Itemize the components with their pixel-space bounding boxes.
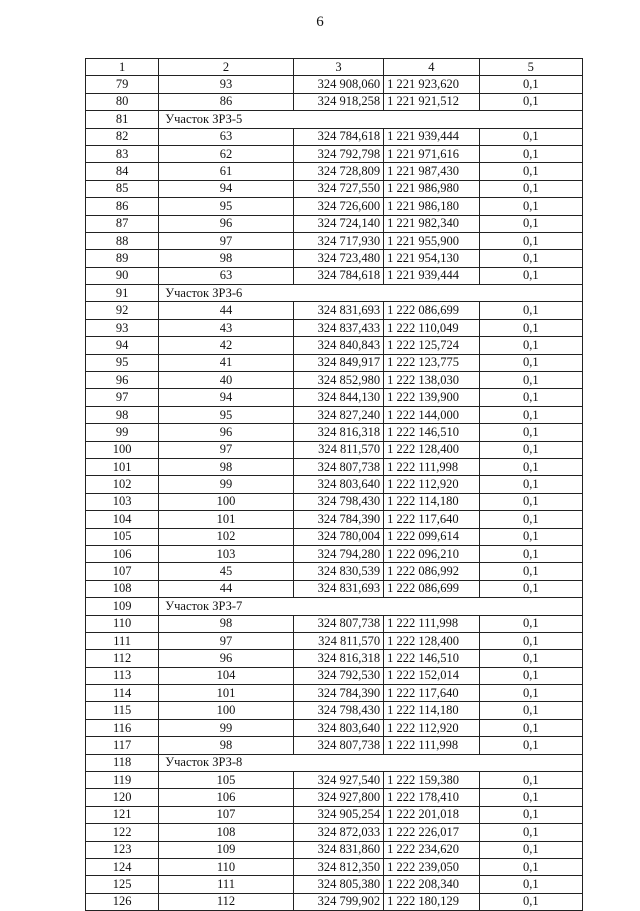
y-coordinate-cell: 1 222 159,380 <box>384 772 479 789</box>
table-row <box>86 319 583 336</box>
x-coordinate-cell: 324 918,258 <box>293 93 383 110</box>
y-coordinate-cell: 1 222 138,030 <box>384 372 479 389</box>
y-coordinate-cell: 1 222 114,180 <box>384 493 479 510</box>
y-coordinate-cell: 1 222 114,180 <box>384 702 479 719</box>
y-coordinate-cell: 1 222 139,900 <box>384 389 479 406</box>
point-number-cell: 109 <box>159 841 294 858</box>
accuracy-cell: 0,1 <box>479 511 582 528</box>
table-row <box>86 372 583 389</box>
table-row <box>86 476 583 493</box>
table-row <box>86 545 583 562</box>
x-coordinate-cell: 324 784,618 <box>293 128 383 145</box>
table-row <box>86 458 583 475</box>
accuracy-cell: 0,1 <box>479 580 582 597</box>
x-coordinate-cell: 324 816,318 <box>293 650 383 667</box>
row-number-cell: 124 <box>86 858 159 875</box>
x-coordinate-cell: 324 830,539 <box>293 563 383 580</box>
x-coordinate-cell: 324 840,843 <box>293 337 383 354</box>
header-cell: 2 <box>159 59 294 76</box>
x-coordinate-cell: 324 803,640 <box>293 476 383 493</box>
table-row <box>86 302 583 319</box>
y-coordinate-cell: 1 222 110,049 <box>384 319 479 336</box>
accuracy-cell: 0,1 <box>479 858 582 875</box>
table-row <box>86 163 583 180</box>
row-number-cell: 89 <box>86 250 159 267</box>
row-number-cell: 84 <box>86 163 159 180</box>
point-number-cell: 100 <box>159 493 294 510</box>
row-number-cell: 120 <box>86 789 159 806</box>
accuracy-cell: 0,1 <box>479 215 582 232</box>
section-row <box>86 754 583 771</box>
row-number-cell: 114 <box>86 685 159 702</box>
x-coordinate-cell: 324 852,980 <box>293 372 383 389</box>
x-coordinate-cell: 324 724,140 <box>293 215 383 232</box>
table-row <box>86 528 583 545</box>
table-row <box>86 145 583 162</box>
table-row <box>86 180 583 197</box>
point-number-cell: 45 <box>159 563 294 580</box>
accuracy-cell: 0,1 <box>479 198 582 215</box>
row-number-cell: 104 <box>86 511 159 528</box>
section-title-cell: Участок ЗРЗ-5 <box>159 111 583 128</box>
table-row <box>86 580 583 597</box>
row-number-cell: 108 <box>86 580 159 597</box>
row-number-cell: 112 <box>86 650 159 667</box>
point-number-cell: 40 <box>159 372 294 389</box>
y-coordinate-cell: 1 221 986,180 <box>384 198 479 215</box>
table-row <box>86 406 583 423</box>
accuracy-cell: 0,1 <box>479 876 582 893</box>
accuracy-cell: 0,1 <box>479 632 582 649</box>
table-row <box>86 511 583 528</box>
row-number-cell: 110 <box>86 615 159 632</box>
x-coordinate-cell: 324 798,430 <box>293 493 383 510</box>
row-number-cell: 123 <box>86 841 159 858</box>
page-number: 6 <box>316 14 324 30</box>
table-row <box>86 719 583 736</box>
point-number-cell: 98 <box>159 250 294 267</box>
table-row <box>86 824 583 841</box>
y-coordinate-cell: 1 222 117,640 <box>384 511 479 528</box>
accuracy-cell: 0,1 <box>479 232 582 249</box>
point-number-cell: 107 <box>159 806 294 823</box>
x-coordinate-cell: 324 816,318 <box>293 424 383 441</box>
point-number-cell: 96 <box>159 650 294 667</box>
table-row <box>86 858 583 875</box>
row-number-cell: 118 <box>86 754 159 771</box>
point-number-cell: 94 <box>159 389 294 406</box>
y-coordinate-cell: 1 222 125,724 <box>384 337 479 354</box>
y-coordinate-cell: 1 222 146,510 <box>384 424 479 441</box>
point-number-cell: 97 <box>159 632 294 649</box>
accuracy-cell: 0,1 <box>479 528 582 545</box>
section-title-cell: Участок ЗРЗ-8 <box>159 754 583 771</box>
table-row <box>86 685 583 702</box>
table-body <box>86 59 583 911</box>
row-number-cell: 87 <box>86 215 159 232</box>
row-number-cell: 111 <box>86 632 159 649</box>
x-coordinate-cell: 324 811,570 <box>293 441 383 458</box>
table-row <box>86 389 583 406</box>
row-number-cell: 83 <box>86 145 159 162</box>
accuracy-cell: 0,1 <box>479 145 582 162</box>
point-number-cell: 99 <box>159 476 294 493</box>
table-row <box>86 215 583 232</box>
section-title-cell: Участок ЗРЗ-6 <box>159 285 583 302</box>
x-coordinate-cell: 324 811,570 <box>293 632 383 649</box>
header-cell: 5 <box>479 59 582 76</box>
row-number-cell: 126 <box>86 893 159 910</box>
point-number-cell: 61 <box>159 163 294 180</box>
point-number-cell: 103 <box>159 545 294 562</box>
point-number-cell: 95 <box>159 198 294 215</box>
y-coordinate-cell: 1 222 180,129 <box>384 893 479 910</box>
x-coordinate-cell: 324 827,240 <box>293 406 383 423</box>
table-row <box>86 267 583 284</box>
point-number-cell: 106 <box>159 789 294 806</box>
table-row <box>86 441 583 458</box>
table-row <box>86 250 583 267</box>
accuracy-cell: 0,1 <box>479 180 582 197</box>
row-number-cell: 117 <box>86 737 159 754</box>
row-number-cell: 81 <box>86 111 159 128</box>
x-coordinate-cell: 324 784,390 <box>293 685 383 702</box>
table-row <box>86 76 583 93</box>
y-coordinate-cell: 1 222 128,400 <box>384 632 479 649</box>
table-row <box>86 232 583 249</box>
x-coordinate-cell: 324 927,540 <box>293 772 383 789</box>
table-row <box>86 632 583 649</box>
x-coordinate-cell: 324 844,130 <box>293 389 383 406</box>
y-coordinate-cell: 1 221 939,444 <box>384 267 479 284</box>
row-number-cell: 91 <box>86 285 159 302</box>
y-coordinate-cell: 1 221 955,900 <box>384 232 479 249</box>
x-coordinate-cell: 324 849,917 <box>293 354 383 371</box>
x-coordinate-cell: 324 792,530 <box>293 667 383 684</box>
point-number-cell: 102 <box>159 528 294 545</box>
point-number-cell: 62 <box>159 145 294 162</box>
row-number-cell: 125 <box>86 876 159 893</box>
y-coordinate-cell: 1 222 086,699 <box>384 302 479 319</box>
y-coordinate-cell: 1 222 112,920 <box>384 476 479 493</box>
y-coordinate-cell: 1 222 128,400 <box>384 441 479 458</box>
row-number-cell: 109 <box>86 598 159 615</box>
point-number-cell: 98 <box>159 737 294 754</box>
row-number-cell: 94 <box>86 337 159 354</box>
table-row <box>86 893 583 910</box>
y-coordinate-cell: 1 222 111,998 <box>384 458 479 475</box>
x-coordinate-cell: 324 831,693 <box>293 580 383 597</box>
x-coordinate-cell: 324 812,350 <box>293 858 383 875</box>
y-coordinate-cell: 1 222 208,340 <box>384 876 479 893</box>
header-cell: 4 <box>384 59 479 76</box>
row-number-cell: 107 <box>86 563 159 580</box>
row-number-cell: 97 <box>86 389 159 406</box>
x-coordinate-cell: 324 794,280 <box>293 545 383 562</box>
row-number-cell: 95 <box>86 354 159 371</box>
y-coordinate-cell: 1 222 099,614 <box>384 528 479 545</box>
x-coordinate-cell: 324 799,902 <box>293 893 383 910</box>
y-coordinate-cell: 1 222 146,510 <box>384 650 479 667</box>
table-header-row <box>86 59 583 76</box>
accuracy-cell: 0,1 <box>479 493 582 510</box>
point-number-cell: 95 <box>159 406 294 423</box>
row-number-cell: 105 <box>86 528 159 545</box>
table-row <box>86 563 583 580</box>
table-row <box>86 493 583 510</box>
x-coordinate-cell: 324 717,930 <box>293 232 383 249</box>
accuracy-cell: 0,1 <box>479 267 582 284</box>
x-coordinate-cell: 324 831,693 <box>293 302 383 319</box>
x-coordinate-cell: 324 727,550 <box>293 180 383 197</box>
point-number-cell: 96 <box>159 215 294 232</box>
row-number-cell: 98 <box>86 406 159 423</box>
point-number-cell: 93 <box>159 76 294 93</box>
y-coordinate-cell: 1 221 971,616 <box>384 145 479 162</box>
point-number-cell: 108 <box>159 824 294 841</box>
section-row <box>86 111 583 128</box>
accuracy-cell: 0,1 <box>479 163 582 180</box>
point-number-cell: 44 <box>159 580 294 597</box>
point-number-cell: 96 <box>159 424 294 441</box>
x-coordinate-cell: 324 872,033 <box>293 824 383 841</box>
section-row <box>86 598 583 615</box>
accuracy-cell: 0,1 <box>479 737 582 754</box>
y-coordinate-cell: 1 221 986,980 <box>384 180 479 197</box>
y-coordinate-cell: 1 222 178,410 <box>384 789 479 806</box>
accuracy-cell: 0,1 <box>479 719 582 736</box>
point-number-cell: 41 <box>159 354 294 371</box>
table-row <box>86 876 583 893</box>
table-row <box>86 128 583 145</box>
accuracy-cell: 0,1 <box>479 893 582 910</box>
header-cell: 1 <box>86 59 159 76</box>
point-number-cell: 110 <box>159 858 294 875</box>
accuracy-cell: 0,1 <box>479 354 582 371</box>
x-coordinate-cell: 324 807,738 <box>293 615 383 632</box>
accuracy-cell: 0,1 <box>479 476 582 493</box>
y-coordinate-cell: 1 221 954,130 <box>384 250 479 267</box>
accuracy-cell: 0,1 <box>479 772 582 789</box>
x-coordinate-cell: 324 728,809 <box>293 163 383 180</box>
point-number-cell: 97 <box>159 441 294 458</box>
row-number-cell: 113 <box>86 667 159 684</box>
point-number-cell: 104 <box>159 667 294 684</box>
accuracy-cell: 0,1 <box>479 458 582 475</box>
y-coordinate-cell: 1 221 923,620 <box>384 76 479 93</box>
y-coordinate-cell: 1 222 111,998 <box>384 615 479 632</box>
row-number-cell: 88 <box>86 232 159 249</box>
section-row <box>86 285 583 302</box>
point-number-cell: 112 <box>159 893 294 910</box>
table-row <box>86 702 583 719</box>
y-coordinate-cell: 1 221 987,430 <box>384 163 479 180</box>
accuracy-cell: 0,1 <box>479 319 582 336</box>
y-coordinate-cell: 1 222 112,920 <box>384 719 479 736</box>
table-row <box>86 615 583 632</box>
x-coordinate-cell: 324 908,060 <box>293 76 383 93</box>
x-coordinate-cell: 324 803,640 <box>293 719 383 736</box>
point-number-cell: 101 <box>159 511 294 528</box>
accuracy-cell: 0,1 <box>479 93 582 110</box>
y-coordinate-cell: 1 222 096,210 <box>384 545 479 562</box>
accuracy-cell: 0,1 <box>479 702 582 719</box>
accuracy-cell: 0,1 <box>479 372 582 389</box>
row-number-cell: 122 <box>86 824 159 841</box>
point-number-cell: 98 <box>159 458 294 475</box>
row-number-cell: 96 <box>86 372 159 389</box>
accuracy-cell: 0,1 <box>479 615 582 632</box>
row-number-cell: 99 <box>86 424 159 441</box>
coordinates-table <box>85 58 583 911</box>
x-coordinate-cell: 324 807,738 <box>293 458 383 475</box>
table-row <box>86 772 583 789</box>
table-row <box>86 737 583 754</box>
accuracy-cell: 0,1 <box>479 128 582 145</box>
x-coordinate-cell: 324 837,433 <box>293 319 383 336</box>
row-number-cell: 82 <box>86 128 159 145</box>
table-row <box>86 93 583 110</box>
x-coordinate-cell: 324 726,600 <box>293 198 383 215</box>
y-coordinate-cell: 1 222 117,640 <box>384 685 479 702</box>
accuracy-cell: 0,1 <box>479 302 582 319</box>
accuracy-cell: 0,1 <box>479 441 582 458</box>
row-number-cell: 93 <box>86 319 159 336</box>
point-number-cell: 111 <box>159 876 294 893</box>
accuracy-cell: 0,1 <box>479 685 582 702</box>
point-number-cell: 44 <box>159 302 294 319</box>
y-coordinate-cell: 1 222 086,992 <box>384 563 479 580</box>
y-coordinate-cell: 1 221 982,340 <box>384 215 479 232</box>
table-row <box>86 424 583 441</box>
table-row <box>86 841 583 858</box>
row-number-cell: 90 <box>86 267 159 284</box>
accuracy-cell: 0,1 <box>479 563 582 580</box>
row-number-cell: 115 <box>86 702 159 719</box>
table-row <box>86 354 583 371</box>
accuracy-cell: 0,1 <box>479 76 582 93</box>
y-coordinate-cell: 1 222 234,620 <box>384 841 479 858</box>
row-number-cell: 86 <box>86 198 159 215</box>
accuracy-cell: 0,1 <box>479 337 582 354</box>
y-coordinate-cell: 1 221 939,444 <box>384 128 479 145</box>
accuracy-cell: 0,1 <box>479 789 582 806</box>
row-number-cell: 102 <box>86 476 159 493</box>
row-number-cell: 79 <box>86 76 159 93</box>
y-coordinate-cell: 1 221 921,512 <box>384 93 479 110</box>
row-number-cell: 101 <box>86 458 159 475</box>
x-coordinate-cell: 324 798,430 <box>293 702 383 719</box>
x-coordinate-cell: 324 805,380 <box>293 876 383 893</box>
table-row <box>86 789 583 806</box>
x-coordinate-cell: 324 784,618 <box>293 267 383 284</box>
y-coordinate-cell: 1 222 152,014 <box>384 667 479 684</box>
accuracy-cell: 0,1 <box>479 424 582 441</box>
point-number-cell: 101 <box>159 685 294 702</box>
row-number-cell: 106 <box>86 545 159 562</box>
y-coordinate-cell: 1 222 144,000 <box>384 406 479 423</box>
accuracy-cell: 0,1 <box>479 406 582 423</box>
row-number-cell: 116 <box>86 719 159 736</box>
y-coordinate-cell: 1 222 086,699 <box>384 580 479 597</box>
y-coordinate-cell: 1 222 123,775 <box>384 354 479 371</box>
x-coordinate-cell: 324 780,004 <box>293 528 383 545</box>
row-number-cell: 92 <box>86 302 159 319</box>
point-number-cell: 63 <box>159 267 294 284</box>
x-coordinate-cell: 324 807,738 <box>293 737 383 754</box>
point-number-cell: 99 <box>159 719 294 736</box>
x-coordinate-cell: 324 927,800 <box>293 789 383 806</box>
point-number-cell: 43 <box>159 319 294 336</box>
accuracy-cell: 0,1 <box>479 650 582 667</box>
table-row <box>86 198 583 215</box>
point-number-cell: 86 <box>159 93 294 110</box>
section-title-cell: Участок ЗРЗ-7 <box>159 598 583 615</box>
row-number-cell: 103 <box>86 493 159 510</box>
y-coordinate-cell: 1 222 226,017 <box>384 824 479 841</box>
header-cell: 3 <box>293 59 383 76</box>
point-number-cell: 63 <box>159 128 294 145</box>
x-coordinate-cell: 324 831,860 <box>293 841 383 858</box>
x-coordinate-cell: 324 905,254 <box>293 806 383 823</box>
row-number-cell: 119 <box>86 772 159 789</box>
point-number-cell: 98 <box>159 615 294 632</box>
accuracy-cell: 0,1 <box>479 667 582 684</box>
table-row <box>86 650 583 667</box>
accuracy-cell: 0,1 <box>479 824 582 841</box>
point-number-cell: 42 <box>159 337 294 354</box>
accuracy-cell: 0,1 <box>479 250 582 267</box>
y-coordinate-cell: 1 222 201,018 <box>384 806 479 823</box>
point-number-cell: 97 <box>159 232 294 249</box>
accuracy-cell: 0,1 <box>479 545 582 562</box>
point-number-cell: 94 <box>159 180 294 197</box>
point-number-cell: 105 <box>159 772 294 789</box>
row-number-cell: 100 <box>86 441 159 458</box>
accuracy-cell: 0,1 <box>479 806 582 823</box>
row-number-cell: 80 <box>86 93 159 110</box>
y-coordinate-cell: 1 222 111,998 <box>384 737 479 754</box>
x-coordinate-cell: 324 784,390 <box>293 511 383 528</box>
table-row <box>86 806 583 823</box>
accuracy-cell: 0,1 <box>479 389 582 406</box>
accuracy-cell: 0,1 <box>479 841 582 858</box>
point-number-cell: 100 <box>159 702 294 719</box>
row-number-cell: 85 <box>86 180 159 197</box>
table-row <box>86 337 583 354</box>
table-row <box>86 667 583 684</box>
x-coordinate-cell: 324 723,480 <box>293 250 383 267</box>
x-coordinate-cell: 324 792,798 <box>293 145 383 162</box>
y-coordinate-cell: 1 222 239,050 <box>384 858 479 875</box>
row-number-cell: 121 <box>86 806 159 823</box>
